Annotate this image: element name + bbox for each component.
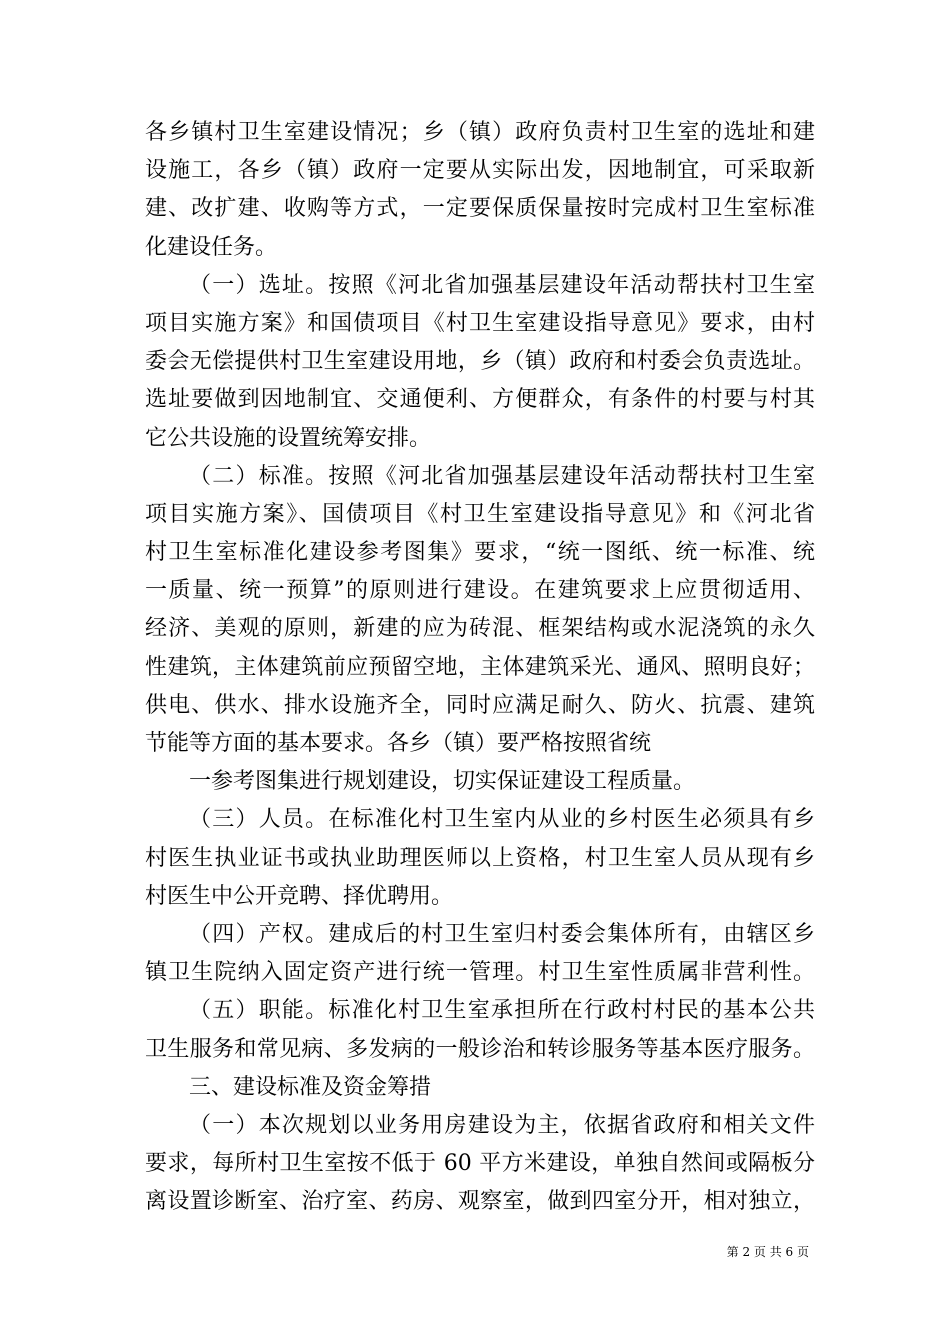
text-line: 卫生服务和常见病、多发病的一般诊治和转诊服务等基本医疗服务。 [145, 1036, 815, 1062]
text-line: 村卫生室标准化建设参考图集》要求，“统一图纸、统一标准、统 [145, 540, 815, 566]
text-line: 镇卫生院纳入固定资产进行统一管理。村卫生室性质属非营利性。 [145, 960, 815, 986]
text-line: （一）选址。按照《河北省加强基层建设年活动帮扶村卫生室 [189, 272, 815, 298]
text-line: 建、改扩建、收购等方式，一定要保质保量按时完成村卫生室标准 [145, 196, 815, 222]
text-line: 设施工，各乡（镇）政府一定要从实际出发，因地制宜，可采取新 [145, 158, 815, 184]
text-line: 它公共设施的设置统筹安排。 [145, 425, 432, 451]
text-line: （四）产权。建成后的村卫生室归村委会集体所有，由辖区乡 [189, 921, 815, 947]
text-line: 经济、美观的原则，新建的应为砖混、框架结构或水泥浇筑的永久 [145, 616, 815, 642]
document-body [145, 114, 815, 1221]
text-line: 离设置诊断室、治疗室、药房、观察室，做到四室分开，相对独立， [145, 1189, 815, 1215]
text-line: （五）职能。标准化村卫生室承担所在行政村村民的基本公共 [189, 998, 815, 1024]
text-line: 性建筑，主体建筑前应预留空地，主体建筑采光、通风、照明良好； [145, 654, 815, 680]
text-lines [145, 114, 815, 1221]
text-line: 项目实施方案》和国债项目《村卫生室建设指导意见》要求，由村 [145, 310, 815, 336]
text-line: 一质量、统一预算”的原则进行建设。在建筑要求上应贯彻适用、 [145, 578, 815, 604]
text-line: 要求，每所村卫生室按不低于 60 平方米建设，单独自然间或隔板分 [145, 1151, 815, 1177]
text-line: 委会无偿提供村卫生室建设用地，乡（镇）政府和村委会负责选址。 [145, 349, 815, 375]
text-line: 村医生中公开竞聘、择优聘用。 [145, 883, 454, 909]
page-number: 第 2 页 共 6 页 [726, 1245, 809, 1259]
text-line: 供电、供水、排水设施齐全，同时应满足耐久、防火、抗震、建筑 [145, 692, 815, 718]
text-line: （二）标准。按照《河北省加强基层建设年活动帮扶村卫生室 [189, 463, 815, 489]
text-line: 村医生执业证书或执业助理医师以上资格，村卫生室人员从现有乡 [145, 845, 815, 871]
text-line: 选址要做到因地制宜、交通便利、方便群众，有条件的村要与村其 [145, 387, 815, 413]
text-line: 节能等方面的基本要求。各乡（镇）要严格按照省统 [145, 731, 652, 756]
text-line: 一参考图集进行规划建设，切实保证建设工程质量。 [189, 769, 696, 795]
text-line: 项目实施方案》、国债项目《村卫生室建设指导意见》和《河北省 [145, 501, 815, 527]
text-line: （一）本次规划以业务用房建设为主，依据省政府和相关文件 [189, 1112, 815, 1138]
text-line: 各乡镇村卫生室建设情况；乡（镇）政府负责村卫生室的选址和建 [145, 120, 815, 145]
text-line: （三）人员。在标准化村卫生室内从业的乡村医生必须具有乡 [189, 807, 815, 833]
text-line: 化建设任务。 [145, 234, 278, 260]
text-line: 三、建设标准及资金筹措 [189, 1074, 432, 1100]
